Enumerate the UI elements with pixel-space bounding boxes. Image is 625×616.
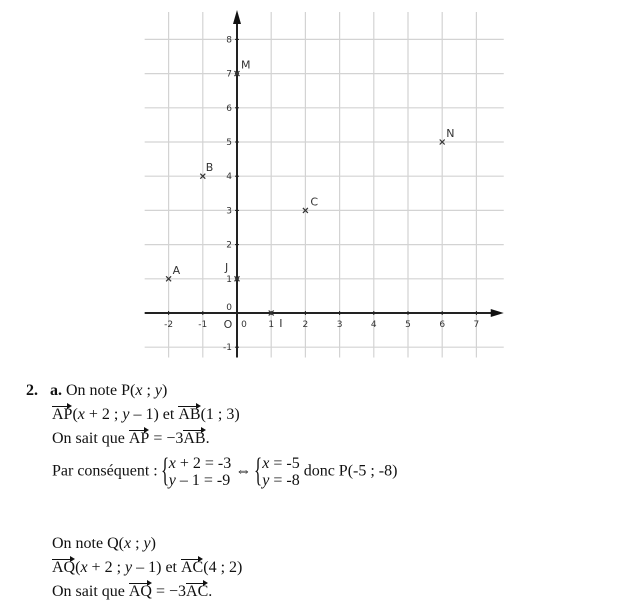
points — [166, 59, 454, 330]
text-fragment: = −3 — [149, 430, 184, 447]
vector-ap: AP — [128, 430, 150, 447]
equation: = -5 — [269, 455, 300, 472]
var-y: y — [143, 535, 151, 552]
text-fragment: + 2 ; — [87, 559, 126, 576]
y-tick-label: 5 — [226, 138, 232, 148]
system-line — [52, 455, 397, 489]
var-x: x — [168, 455, 176, 472]
equivalence-symbol: ⇔ — [231, 462, 256, 480]
point-label: J — [225, 260, 229, 274]
y-tick-label: 7 — [226, 69, 232, 80]
point-label: M — [241, 58, 251, 72]
point-label: C — [310, 195, 319, 209]
y-tick-label: 3 — [226, 206, 232, 217]
question-q-header — [52, 534, 156, 554]
vector-ab: AB — [178, 406, 201, 423]
var-x: x — [262, 455, 270, 472]
x-tick-label: 1 — [268, 320, 275, 330]
question-part: a. — [50, 382, 62, 399]
equation: – 1 = -9 — [175, 472, 231, 489]
var-x: x — [77, 406, 85, 423]
grid — [145, 12, 504, 357]
equation: = -8 — [269, 472, 300, 489]
text-fragment: . — [205, 430, 210, 447]
text-fragment: (1 ; 3) — [200, 406, 240, 423]
text-fragment: – 1) et — [129, 406, 179, 423]
text-fragment: ) — [162, 382, 168, 399]
var-y: y — [262, 472, 270, 489]
x-tick-label: 4 — [370, 320, 377, 330]
x-tick-label: 5 — [405, 320, 411, 330]
text-fragment: – 1) et — [132, 559, 181, 576]
system-2 — [255, 455, 299, 489]
relation-aq-line — [52, 582, 212, 602]
text-fragment: Par conséquent : — [52, 462, 162, 480]
point-label: N — [446, 127, 455, 140]
y-tick-label: 8 — [226, 35, 232, 46]
vector-ac: AC — [186, 583, 209, 600]
x-tick-label: 6 — [439, 320, 446, 330]
y-tick-label: 2 — [226, 240, 232, 251]
axes — [145, 10, 504, 357]
point-label: B — [205, 161, 214, 175]
y-tick-label: 1 — [226, 274, 232, 285]
x-tick-label: -1 — [198, 320, 208, 330]
question-2a-header — [26, 381, 167, 401]
point-label: A — [172, 263, 181, 277]
var-y: y — [125, 559, 133, 576]
text-fragment: ; — [142, 382, 155, 399]
x-tick-label: 0 — [241, 320, 247, 330]
vector-ac: AC — [181, 559, 204, 576]
tick-labels — [164, 35, 479, 353]
vector-ap-line — [52, 405, 240, 425]
x-axis-arrow-icon — [491, 309, 504, 317]
var-x: x — [135, 382, 143, 399]
var-y: y — [122, 406, 130, 423]
vector-aq: AQ — [52, 559, 76, 576]
var-y: y — [168, 472, 176, 489]
text-fragment: ( — [75, 559, 81, 576]
y-tick-label: 6 — [226, 103, 232, 114]
text-fragment: = −3 — [151, 583, 187, 600]
text-fragment: On sait que — [52, 430, 129, 447]
system-1 — [162, 455, 231, 489]
x-tick-label: -2 — [164, 320, 174, 330]
x-tick-label: 7 — [473, 320, 480, 330]
vector-ab: AB — [183, 430, 206, 447]
equation: + 2 = -3 — [175, 455, 232, 472]
point-label: I — [279, 317, 283, 330]
relation-ap-line — [52, 429, 210, 449]
var-x: x — [123, 535, 132, 552]
text-fragment: On note P( — [62, 382, 136, 399]
origin-label: O — [223, 318, 233, 331]
text-fragment: + 2 ; — [84, 406, 123, 423]
text-fragment: On note Q( — [52, 535, 124, 552]
var-y: y — [154, 382, 162, 399]
y-tick-label: 4 — [226, 172, 232, 183]
text-fragment: On sait que — [52, 583, 129, 600]
y-tick-label: -1 — [223, 343, 232, 354]
text-fragment: ( — [72, 406, 78, 423]
text-fragment: . — [208, 583, 213, 600]
question-number: 2. — [26, 382, 38, 399]
vector-aq: AQ — [128, 583, 152, 600]
x-tick-label: 3 — [336, 320, 343, 330]
var-x: x — [80, 559, 88, 576]
text-fragment: ) — [150, 535, 156, 552]
vector-aq-line — [52, 558, 242, 578]
text-fragment: donc P(-5 ; -8) — [299, 462, 398, 480]
x-tick-label: 2 — [302, 320, 309, 330]
text-fragment: (4 ; 2) — [203, 559, 243, 576]
vector-ap: AP — [52, 406, 73, 423]
text-fragment: ; — [131, 535, 144, 552]
y-axis-arrow-icon — [233, 10, 241, 24]
y-tick-label: 0 — [226, 303, 232, 313]
